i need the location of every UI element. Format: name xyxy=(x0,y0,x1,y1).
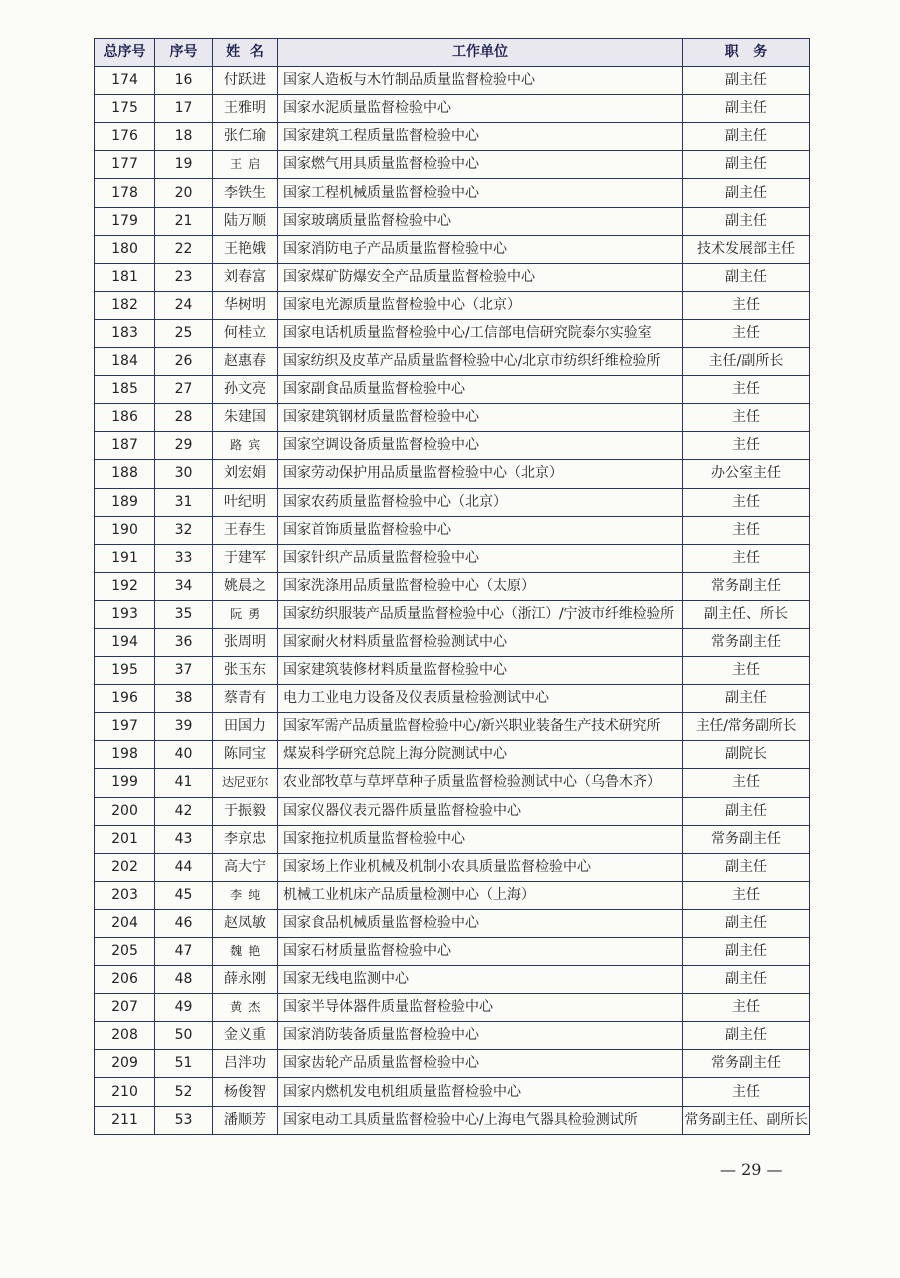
work-unit-cell: 国家玻璃质量监督检验中心 xyxy=(278,207,683,235)
work-unit-cell: 机械工业机床产品质量检测中心（上海） xyxy=(278,881,683,909)
seq-cell: 18 xyxy=(155,123,213,151)
position-cell: 主任/副所长 xyxy=(683,348,810,376)
name-cell: 王艳娥 xyxy=(213,235,278,263)
position-cell: 主任 xyxy=(683,319,810,347)
work-unit-cell: 国家内燃机发电机组质量监督检验中心 xyxy=(278,1078,683,1106)
seq-cell: 41 xyxy=(155,769,213,797)
name-cell: 赵凤敏 xyxy=(213,909,278,937)
table-row xyxy=(95,1022,810,1050)
work-unit-cell: 国家水泥质量监督检验中心 xyxy=(278,95,683,123)
name-cell: 张周明 xyxy=(213,628,278,656)
total-seq-cell: 206 xyxy=(95,966,155,994)
seq-cell: 51 xyxy=(155,1050,213,1078)
work-unit-cell: 农业部牧草与草坪草种子质量监督检验测试中心（乌鲁木齐） xyxy=(278,769,683,797)
position-cell: 技术发展部主任 xyxy=(683,235,810,263)
total-seq-cell: 189 xyxy=(95,488,155,516)
name-cell: 黄 杰 xyxy=(213,994,278,1022)
total-seq-cell: 193 xyxy=(95,600,155,628)
table-row xyxy=(95,572,810,600)
table-row xyxy=(95,600,810,628)
table-row xyxy=(95,825,810,853)
position-cell: 常务副主任 xyxy=(683,572,810,600)
name-cell: 蔡青有 xyxy=(213,685,278,713)
name-cell: 陆万顺 xyxy=(213,207,278,235)
name-cell: 高大宁 xyxy=(213,853,278,881)
total-seq-cell: 210 xyxy=(95,1078,155,1106)
table-row xyxy=(95,291,810,319)
seq-cell: 22 xyxy=(155,235,213,263)
position-cell: 副主任、所长 xyxy=(683,600,810,628)
position-cell: 主任 xyxy=(683,544,810,572)
header-work-unit: 工作单位 xyxy=(278,39,683,67)
work-unit-cell: 国家军需产品质量监督检验中心/新兴职业装备生产技术研究所 xyxy=(278,713,683,741)
table-row xyxy=(95,994,810,1022)
table-row xyxy=(95,966,810,994)
total-seq-cell: 181 xyxy=(95,263,155,291)
name-cell: 张仁瑜 xyxy=(213,123,278,151)
total-seq-cell: 187 xyxy=(95,432,155,460)
position-cell: 副主任 xyxy=(683,67,810,95)
work-unit-cell: 国家建筑钢材质量监督检验中心 xyxy=(278,404,683,432)
work-unit-cell: 国家纺织服装产品质量监督检验中心（浙江）/宁波市纤维检验所 xyxy=(278,600,683,628)
position-cell: 副主任 xyxy=(683,966,810,994)
header-total-seq: 总序号 xyxy=(95,39,155,67)
name-cell: 叶纪明 xyxy=(213,488,278,516)
total-seq-cell: 199 xyxy=(95,769,155,797)
seq-cell: 21 xyxy=(155,207,213,235)
seq-cell: 30 xyxy=(155,460,213,488)
page-number: — 29 — xyxy=(720,1160,783,1179)
seq-cell: 53 xyxy=(155,1106,213,1134)
table-row xyxy=(95,1106,810,1134)
name-cell: 王雅明 xyxy=(213,95,278,123)
name-cell: 姚晨之 xyxy=(213,572,278,600)
position-cell: 副主任 xyxy=(683,207,810,235)
table-row xyxy=(95,95,810,123)
table-row xyxy=(95,179,810,207)
work-unit-cell: 国家洗涤用品质量监督检验中心（太原） xyxy=(278,572,683,600)
name-cell: 李京忠 xyxy=(213,825,278,853)
name-cell: 阮 勇 xyxy=(213,600,278,628)
work-unit-cell: 电力工业电力设备及仪表质量检验测试中心 xyxy=(278,685,683,713)
position-cell: 副主任 xyxy=(683,263,810,291)
personnel-table xyxy=(94,38,810,1135)
total-seq-cell: 205 xyxy=(95,938,155,966)
seq-cell: 44 xyxy=(155,853,213,881)
table-row xyxy=(95,741,810,769)
position-cell: 常务副主任 xyxy=(683,628,810,656)
position-cell: 常务副主任、副所长 xyxy=(683,1106,810,1134)
name-cell: 李 纯 xyxy=(213,881,278,909)
total-seq-cell: 207 xyxy=(95,994,155,1022)
table-row xyxy=(95,207,810,235)
work-unit-cell: 国家农药质量监督检验中心（北京） xyxy=(278,488,683,516)
total-seq-cell: 180 xyxy=(95,235,155,263)
seq-cell: 43 xyxy=(155,825,213,853)
seq-cell: 52 xyxy=(155,1078,213,1106)
total-seq-cell: 188 xyxy=(95,460,155,488)
total-seq-cell: 179 xyxy=(95,207,155,235)
table-row xyxy=(95,67,810,95)
total-seq-cell: 194 xyxy=(95,628,155,656)
seq-cell: 50 xyxy=(155,1022,213,1050)
work-unit-cell: 国家消防电子产品质量监督检验中心 xyxy=(278,235,683,263)
table-row xyxy=(95,909,810,937)
name-cell: 杨俊智 xyxy=(213,1078,278,1106)
work-unit-cell: 国家煤矿防爆安全产品质量监督检验中心 xyxy=(278,263,683,291)
seq-cell: 37 xyxy=(155,657,213,685)
total-seq-cell: 184 xyxy=(95,348,155,376)
position-cell: 主任/常务副所长 xyxy=(683,713,810,741)
name-cell: 达尼亚尔 xyxy=(213,769,278,797)
work-unit-cell: 国家电动工具质量监督检验中心/上海电气器具检验测试所 xyxy=(278,1106,683,1134)
position-cell: 副主任 xyxy=(683,151,810,179)
position-cell: 主任 xyxy=(683,994,810,1022)
name-cell: 路 宾 xyxy=(213,432,278,460)
table-row xyxy=(95,544,810,572)
total-seq-cell: 198 xyxy=(95,741,155,769)
work-unit-cell: 国家燃气用具质量监督检验中心 xyxy=(278,151,683,179)
name-cell: 金义重 xyxy=(213,1022,278,1050)
seq-cell: 42 xyxy=(155,797,213,825)
seq-cell: 26 xyxy=(155,348,213,376)
table-row xyxy=(95,348,810,376)
name-cell: 吕泮功 xyxy=(213,1050,278,1078)
total-seq-cell: 190 xyxy=(95,516,155,544)
seq-cell: 19 xyxy=(155,151,213,179)
total-seq-cell: 176 xyxy=(95,123,155,151)
table-row xyxy=(95,404,810,432)
position-cell: 副院长 xyxy=(683,741,810,769)
position-cell: 副主任 xyxy=(683,853,810,881)
name-cell: 田国力 xyxy=(213,713,278,741)
table-row xyxy=(95,263,810,291)
seq-cell: 16 xyxy=(155,67,213,95)
seq-cell: 35 xyxy=(155,600,213,628)
position-cell: 副主任 xyxy=(683,797,810,825)
work-unit-cell: 国家场上作业机械及机制小农具质量监督检验中心 xyxy=(278,853,683,881)
work-unit-cell: 国家建筑装修材料质量监督检验中心 xyxy=(278,657,683,685)
total-seq-cell: 196 xyxy=(95,685,155,713)
table-row xyxy=(95,881,810,909)
total-seq-cell: 186 xyxy=(95,404,155,432)
total-seq-cell: 178 xyxy=(95,179,155,207)
work-unit-cell: 国家消防装备质量监督检验中心 xyxy=(278,1022,683,1050)
table-row xyxy=(95,685,810,713)
position-cell: 主任 xyxy=(683,376,810,404)
position-cell: 主任 xyxy=(683,769,810,797)
position-cell: 副主任 xyxy=(683,123,810,151)
position-cell: 主任 xyxy=(683,657,810,685)
total-seq-cell: 192 xyxy=(95,572,155,600)
work-unit-cell: 国家空调设备质量监督检验中心 xyxy=(278,432,683,460)
total-seq-cell: 201 xyxy=(95,825,155,853)
work-unit-cell: 国家人造板与木竹制品质量监督检验中心 xyxy=(278,67,683,95)
work-unit-cell: 国家劳动保护用品质量监督检验中心（北京） xyxy=(278,460,683,488)
table-row xyxy=(95,488,810,516)
name-cell: 刘春富 xyxy=(213,263,278,291)
seq-cell: 32 xyxy=(155,516,213,544)
position-cell: 主任 xyxy=(683,488,810,516)
work-unit-cell: 国家纺织及皮革产品质量监督检验中心/北京市纺织纤维检验所 xyxy=(278,348,683,376)
name-cell: 朱建国 xyxy=(213,404,278,432)
table-row xyxy=(95,460,810,488)
table-row xyxy=(95,797,810,825)
position-cell: 主任 xyxy=(683,516,810,544)
work-unit-cell: 国家食品机械质量监督检验中心 xyxy=(278,909,683,937)
work-unit-cell: 国家拖拉机质量监督检验中心 xyxy=(278,825,683,853)
work-unit-cell: 国家电话机质量监督检验中心/工信部电信研究院泰尔实验室 xyxy=(278,319,683,347)
total-seq-cell: 197 xyxy=(95,713,155,741)
position-cell: 主任 xyxy=(683,1078,810,1106)
total-seq-cell: 208 xyxy=(95,1022,155,1050)
name-cell: 张玉东 xyxy=(213,657,278,685)
name-cell: 赵惠春 xyxy=(213,348,278,376)
seq-cell: 24 xyxy=(155,291,213,319)
total-seq-cell: 182 xyxy=(95,291,155,319)
seq-cell: 36 xyxy=(155,628,213,656)
seq-cell: 38 xyxy=(155,685,213,713)
seq-cell: 46 xyxy=(155,909,213,937)
name-cell: 王 启 xyxy=(213,151,278,179)
seq-cell: 40 xyxy=(155,741,213,769)
seq-cell: 45 xyxy=(155,881,213,909)
work-unit-cell: 国家石材质量监督检验中心 xyxy=(278,938,683,966)
name-cell: 付跃进 xyxy=(213,67,278,95)
table-row xyxy=(95,123,810,151)
name-cell: 李铁生 xyxy=(213,179,278,207)
seq-cell: 47 xyxy=(155,938,213,966)
total-seq-cell: 203 xyxy=(95,881,155,909)
position-cell: 副主任 xyxy=(683,685,810,713)
work-unit-cell: 国家首饰质量监督检验中心 xyxy=(278,516,683,544)
seq-cell: 17 xyxy=(155,95,213,123)
table-row xyxy=(95,769,810,797)
table-row xyxy=(95,1078,810,1106)
position-cell: 副主任 xyxy=(683,938,810,966)
work-unit-cell: 国家无线电监测中心 xyxy=(278,966,683,994)
position-cell: 副主任 xyxy=(683,95,810,123)
work-unit-cell: 国家针织产品质量监督检验中心 xyxy=(278,544,683,572)
name-cell: 华树明 xyxy=(213,291,278,319)
seq-cell: 39 xyxy=(155,713,213,741)
seq-cell: 25 xyxy=(155,319,213,347)
work-unit-cell: 国家建筑工程质量监督检验中心 xyxy=(278,123,683,151)
header-seq: 序号 xyxy=(155,39,213,67)
seq-cell: 49 xyxy=(155,994,213,1022)
seq-cell: 48 xyxy=(155,966,213,994)
total-seq-cell: 174 xyxy=(95,67,155,95)
position-cell: 主任 xyxy=(683,432,810,460)
position-cell: 副主任 xyxy=(683,179,810,207)
position-cell: 主任 xyxy=(683,291,810,319)
total-seq-cell: 209 xyxy=(95,1050,155,1078)
seq-cell: 34 xyxy=(155,572,213,600)
total-seq-cell: 195 xyxy=(95,657,155,685)
position-cell: 副主任 xyxy=(683,1022,810,1050)
table-row xyxy=(95,628,810,656)
name-cell: 何桂立 xyxy=(213,319,278,347)
seq-cell: 29 xyxy=(155,432,213,460)
total-seq-cell: 183 xyxy=(95,319,155,347)
name-cell: 潘顺芳 xyxy=(213,1106,278,1134)
total-seq-cell: 204 xyxy=(95,909,155,937)
position-cell: 主任 xyxy=(683,404,810,432)
work-unit-cell: 国家半导体器件质量监督检验中心 xyxy=(278,994,683,1022)
total-seq-cell: 177 xyxy=(95,151,155,179)
name-cell: 于振毅 xyxy=(213,797,278,825)
table-row xyxy=(95,432,810,460)
name-cell: 孙文亮 xyxy=(213,376,278,404)
seq-cell: 28 xyxy=(155,404,213,432)
table-row xyxy=(95,516,810,544)
total-seq-cell: 200 xyxy=(95,797,155,825)
position-cell: 副主任 xyxy=(683,909,810,937)
name-cell: 王春生 xyxy=(213,516,278,544)
name-cell: 于建军 xyxy=(213,544,278,572)
seq-cell: 23 xyxy=(155,263,213,291)
table-row xyxy=(95,319,810,347)
name-cell: 魏 艳 xyxy=(213,938,278,966)
work-unit-cell: 国家仪器仪表元器件质量监督检验中心 xyxy=(278,797,683,825)
name-cell: 陈同宝 xyxy=(213,741,278,769)
header-name: 姓 名 xyxy=(213,39,278,67)
seq-cell: 20 xyxy=(155,179,213,207)
table-row xyxy=(95,853,810,881)
header-position: 职 务 xyxy=(683,39,810,67)
total-seq-cell: 211 xyxy=(95,1106,155,1134)
position-cell: 常务副主任 xyxy=(683,1050,810,1078)
work-unit-cell: 国家耐火材料质量监督检验测试中心 xyxy=(278,628,683,656)
position-cell: 主任 xyxy=(683,881,810,909)
table-row xyxy=(95,938,810,966)
table-row xyxy=(95,657,810,685)
total-seq-cell: 191 xyxy=(95,544,155,572)
table-row xyxy=(95,1050,810,1078)
work-unit-cell: 国家工程机械质量监督检验中心 xyxy=(278,179,683,207)
total-seq-cell: 202 xyxy=(95,853,155,881)
table-row xyxy=(95,235,810,263)
work-unit-cell: 国家电光源质量监督检验中心（北京） xyxy=(278,291,683,319)
work-unit-cell: 国家齿轮产品质量监督检验中心 xyxy=(278,1050,683,1078)
seq-cell: 27 xyxy=(155,376,213,404)
name-cell: 薛永刚 xyxy=(213,966,278,994)
table-header-row xyxy=(95,39,810,67)
work-unit-cell: 国家副食品质量监督检验中心 xyxy=(278,376,683,404)
position-cell: 常务副主任 xyxy=(683,825,810,853)
table-row xyxy=(95,151,810,179)
seq-cell: 33 xyxy=(155,544,213,572)
total-seq-cell: 175 xyxy=(95,95,155,123)
total-seq-cell: 185 xyxy=(95,376,155,404)
table-row xyxy=(95,376,810,404)
seq-cell: 31 xyxy=(155,488,213,516)
table-row xyxy=(95,713,810,741)
name-cell: 刘宏娟 xyxy=(213,460,278,488)
position-cell: 办公室主任 xyxy=(683,460,810,488)
work-unit-cell: 煤炭科学研究总院上海分院测试中心 xyxy=(278,741,683,769)
